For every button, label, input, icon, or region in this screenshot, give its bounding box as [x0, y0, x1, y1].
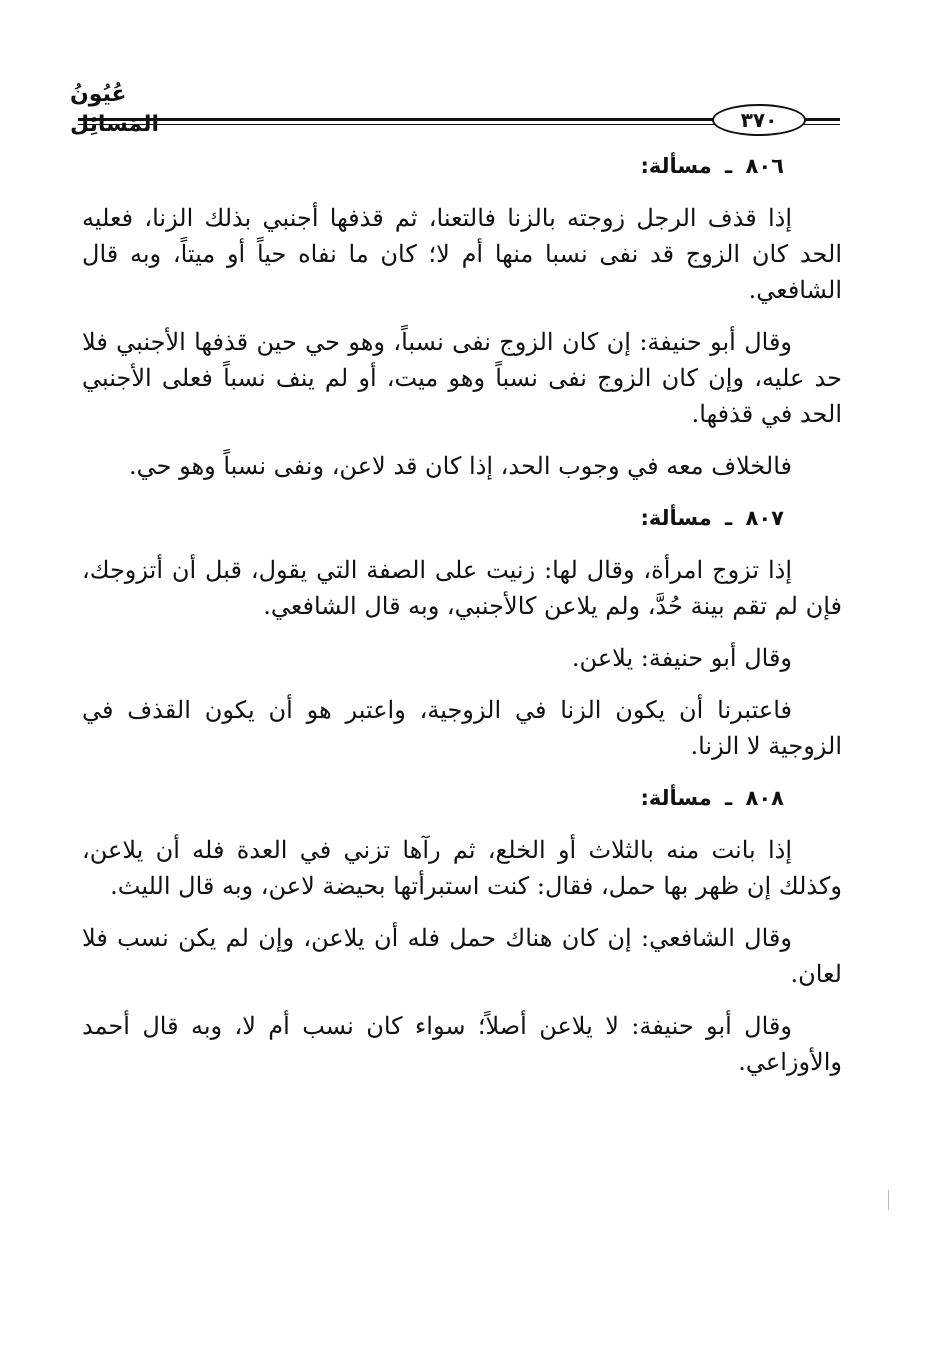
- issue-heading: ٨٠٧ ـ مسألة:: [640, 506, 784, 530]
- paragraph: فاعتبرنا أن يكون الزنا في الزوجية، واعتبر هو أن يكون القذف في الزوجية لا الزنا.: [82, 696, 842, 760]
- issue-label: مسألة:: [640, 786, 712, 810]
- header-rule-thin-right: [800, 124, 840, 125]
- paragraph: إذا قذف الرجل زوجته بالزنا فالتعنا، ثم قذفها أجنبي بذلك الزنا، فعليه الحد كان الزوج قد نفى نسبا منها أم لا؛ كان ما نفاه حياً أو ميتاً، وبه قال الشافعي.: [82, 204, 842, 304]
- book-title: عُيُونُ المَسَائِل: [70, 82, 160, 137]
- paragraph: إذا تزوج امرأة، وقال لها: زنيت على الصفة التي يقول، قبل أن أتزوجك، فإن لم تقم بينة حُدَّ، ولم يلاعن كالأجنبي، وبه قال الشافعي.: [82, 556, 842, 620]
- paragraph: وقال الشافعي: إن كان هناك حمل فله أن يلاعن، وإن لم يكن نسب فلا لعان.: [82, 924, 842, 988]
- paragraph: وقال أبو حنيفة: إن كان الزوج نفى نسباً، وهو حي حين قذفها الأجنبي فلا حد عليه، وإن كان الزوج نفى نسباً وهو ميت، أو لم ينف نسباً فعلى الأجنبي الحد في قذفها.: [82, 328, 842, 428]
- header-rule-thick: [78, 118, 718, 121]
- margin-mark: [888, 1190, 889, 1210]
- page-number: ٣٧٠: [712, 104, 806, 136]
- issue-number: ٨٠٨: [745, 786, 784, 810]
- issue-heading: ٨٠٦ ـ مسألة:: [640, 154, 784, 178]
- page-content: [82, 148, 842, 1096]
- issue-heading: ٨٠٨ ـ مسألة:: [640, 786, 784, 810]
- issue-label: مسألة:: [640, 154, 712, 178]
- header-rule-thin: [78, 124, 718, 125]
- issue-number: ٨٠٧: [745, 506, 784, 530]
- header-rule-thick-right: [800, 118, 840, 121]
- paragraph: فالخلاف معه في وجوب الحد، إذا كان قد لاعن، ونفى نسباً وهو حي.: [129, 452, 792, 480]
- issue-number: ٨٠٦: [745, 154, 784, 178]
- paragraph: وقال أبو حنيفة: يلاعن.: [571, 644, 792, 672]
- issue-label: مسألة:: [640, 506, 712, 530]
- paragraph: وقال أبو حنيفة: لا يلاعن أصلاً؛ سواء كان نسب أم لا، وبه قال أحمد والأوزاعي.: [82, 1012, 842, 1076]
- paragraph: إذا بانت منه بالثلاث أو الخلع، ثم رآها تزني في العدة فله أن يلاعن، وكذلك إن ظهر بها حمل، فقال: كنت استبرأتها بحيضة لاعن، وبه قال الليث.: [82, 836, 842, 900]
